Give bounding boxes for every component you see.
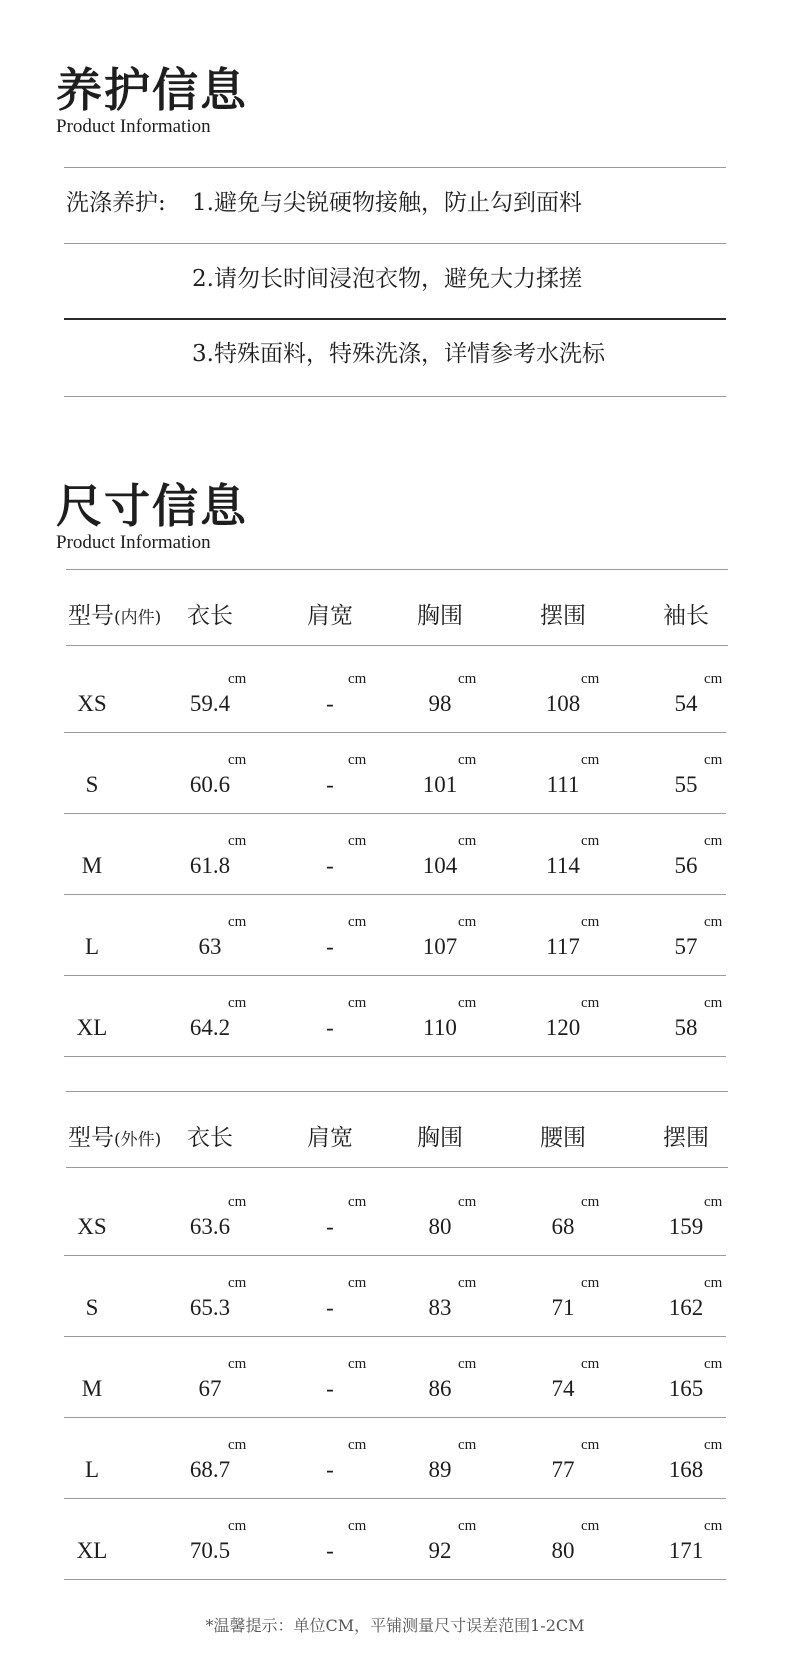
row-value: -	[326, 934, 334, 959]
unit-label: cm	[228, 671, 247, 687]
unit-label: cm	[458, 671, 477, 687]
row-value: 89	[428, 1457, 452, 1482]
unit-label: cm	[458, 1275, 477, 1291]
unit-label: cm	[581, 995, 600, 1011]
row-value: 92	[428, 1538, 452, 1563]
unit-label: cm	[581, 1518, 600, 1534]
table-divider	[64, 1498, 726, 1499]
unit-label: cm	[348, 914, 367, 930]
unit-label: cm	[458, 1518, 477, 1534]
size-label: 型号	[68, 1125, 114, 1151]
divider	[64, 396, 726, 397]
unit-label: cm	[348, 671, 367, 687]
row-value: 57	[674, 934, 698, 959]
unit-label: cm	[228, 752, 247, 768]
table-header-col: 衣长	[187, 1125, 233, 1151]
unit-label: cm	[704, 1356, 723, 1372]
unit-label: cm	[458, 995, 477, 1011]
unit-label: cm	[581, 752, 600, 768]
row-size: XL	[76, 1015, 108, 1040]
table-divider	[64, 894, 726, 895]
unit-label: cm	[228, 1518, 247, 1534]
unit-label: cm	[581, 671, 600, 687]
row-value: 80	[551, 1538, 575, 1563]
unit-label: cm	[348, 1356, 367, 1372]
row-value: 59.4	[189, 691, 231, 716]
row-value: -	[326, 1538, 334, 1563]
unit-label: cm	[348, 1518, 367, 1534]
table-header-col: 衣长	[187, 603, 233, 629]
row-value: 86	[428, 1376, 452, 1401]
unit-label: cm	[581, 914, 600, 930]
unit-label: cm	[581, 1437, 600, 1453]
unit-label: cm	[458, 1356, 477, 1372]
unit-label: cm	[458, 1437, 477, 1453]
row-value: 111	[546, 772, 580, 797]
unit-label: cm	[581, 1356, 600, 1372]
unit-label: cm	[458, 833, 477, 849]
table-divider	[64, 1417, 726, 1418]
row-value: 64.2	[189, 1015, 231, 1040]
row-size: XL	[76, 1538, 108, 1563]
row-value: 162	[668, 1295, 704, 1320]
unit-label: cm	[704, 752, 723, 768]
row-value: 54	[674, 691, 698, 716]
row-value: -	[326, 1457, 334, 1482]
row-value: 63.6	[189, 1214, 231, 1239]
care-title: 养护信息	[56, 63, 248, 117]
row-value: -	[326, 691, 334, 716]
row-value: -	[326, 772, 334, 797]
row-value: 71	[551, 1295, 575, 1320]
row-size: L	[84, 1457, 100, 1482]
table-header-col: 肩宽	[307, 603, 353, 629]
table-divider	[66, 645, 728, 646]
unit-label: cm	[458, 914, 477, 930]
row-size: XS	[77, 691, 107, 716]
row-size: L	[84, 934, 100, 959]
care-subtitle: Product Information	[56, 116, 211, 137]
row-value: -	[326, 1376, 334, 1401]
row-size: M	[81, 853, 103, 878]
row-value: 83	[428, 1295, 452, 1320]
unit-label: cm	[581, 1275, 600, 1291]
divider	[64, 243, 726, 244]
row-value: 159	[668, 1214, 704, 1239]
unit-label: cm	[228, 1437, 247, 1453]
row-value: -	[326, 1214, 334, 1239]
row-value: 63	[198, 934, 222, 959]
unit-label: cm	[228, 833, 247, 849]
table-header-col: 胸围	[417, 1125, 463, 1151]
row-value: 80	[428, 1214, 452, 1239]
unit-label: cm	[348, 1437, 367, 1453]
table-header-col: 腰围	[540, 1125, 586, 1151]
unit-label: cm	[228, 1356, 247, 1372]
divider	[64, 318, 726, 320]
row-value: 165	[668, 1376, 704, 1401]
unit-label: cm	[458, 1194, 477, 1210]
unit-label: cm	[348, 752, 367, 768]
row-value: 101	[422, 772, 458, 797]
table-divider	[64, 732, 726, 733]
unit-label: cm	[348, 1194, 367, 1210]
unit-label: cm	[458, 752, 477, 768]
care-item-3: 3.特殊面料，特殊洗涤，详情参考水洗标	[192, 341, 605, 367]
unit-label: cm	[228, 914, 247, 930]
row-value: 61.8	[189, 853, 231, 878]
unit-label: cm	[348, 995, 367, 1011]
table-header-size	[68, 1127, 161, 1150]
row-value: 70.5	[189, 1538, 231, 1563]
row-value: 58	[674, 1015, 698, 1040]
row-value: 114	[546, 853, 580, 878]
size-subtitle: Product Information	[56, 532, 211, 553]
unit-label: cm	[704, 1194, 723, 1210]
row-value: 117	[546, 934, 580, 959]
row-value: 110	[423, 1015, 457, 1040]
row-value: 56	[674, 853, 698, 878]
row-value: -	[326, 853, 334, 878]
table-divider	[66, 1167, 728, 1168]
row-value: -	[326, 1015, 334, 1040]
table-border	[66, 569, 728, 570]
table-divider	[64, 975, 726, 976]
row-value: 67	[198, 1376, 222, 1401]
row-value: 108	[545, 691, 581, 716]
size-title: 尺寸信息	[56, 479, 248, 533]
row-value: 168	[668, 1457, 704, 1482]
size-label: 型号	[68, 603, 114, 629]
table-border	[66, 1091, 728, 1092]
row-value: 60.6	[189, 772, 231, 797]
care-item-2: 2.请勿长时间浸泡衣物，避免大力揉搓	[192, 266, 582, 292]
unit-label: cm	[704, 995, 723, 1011]
unit-label: cm	[348, 833, 367, 849]
unit-label: cm	[228, 1275, 247, 1291]
unit-label: cm	[228, 995, 247, 1011]
unit-label: cm	[581, 1194, 600, 1210]
row-value: 171	[668, 1538, 704, 1563]
unit-label: cm	[704, 671, 723, 687]
row-size: M	[81, 1376, 103, 1401]
row-value: 65.3	[189, 1295, 231, 1320]
size-label-sub: (外件)	[114, 1130, 162, 1150]
row-value: 74	[551, 1376, 575, 1401]
table-header-size	[68, 605, 161, 628]
row-value: 68	[551, 1214, 575, 1239]
care-label: 洗涤养护:	[66, 190, 166, 216]
row-value: 68.7	[189, 1457, 231, 1482]
unit-label: cm	[581, 833, 600, 849]
unit-label: cm	[704, 1437, 723, 1453]
unit-label: cm	[704, 914, 723, 930]
table-divider	[64, 1579, 726, 1580]
row-value: 98	[428, 691, 452, 716]
unit-label: cm	[704, 833, 723, 849]
row-size: XS	[77, 1214, 107, 1239]
table-divider	[64, 1255, 726, 1256]
table-header-col: 摆围	[540, 603, 586, 629]
size-label-sub: (内件)	[114, 608, 162, 628]
table-divider	[64, 1336, 726, 1337]
unit-label: cm	[704, 1518, 723, 1534]
size-tip: *温馨提示：单位CM，平铺测量尺寸误差范围1-2CM	[205, 1616, 585, 1635]
table-divider	[64, 813, 726, 814]
divider	[64, 167, 726, 168]
table-header-col: 胸围	[417, 603, 463, 629]
row-value: 77	[551, 1457, 575, 1482]
row-size: S	[85, 772, 99, 797]
row-value: 107	[422, 934, 458, 959]
table-header-col: 袖长	[663, 603, 709, 629]
row-size: S	[85, 1295, 99, 1320]
table-header-col: 摆围	[663, 1125, 709, 1151]
unit-label: cm	[228, 1194, 247, 1210]
table-divider	[64, 1056, 726, 1057]
row-value: -	[326, 1295, 334, 1320]
unit-label: cm	[704, 1275, 723, 1291]
row-value: 120	[545, 1015, 581, 1040]
care-item-1: 1.避免与尖锐硬物接触，防止勾到面料	[192, 190, 582, 216]
row-value: 104	[422, 853, 458, 878]
row-value: 55	[674, 772, 698, 797]
unit-label: cm	[348, 1275, 367, 1291]
table-header-col: 肩宽	[307, 1125, 353, 1151]
